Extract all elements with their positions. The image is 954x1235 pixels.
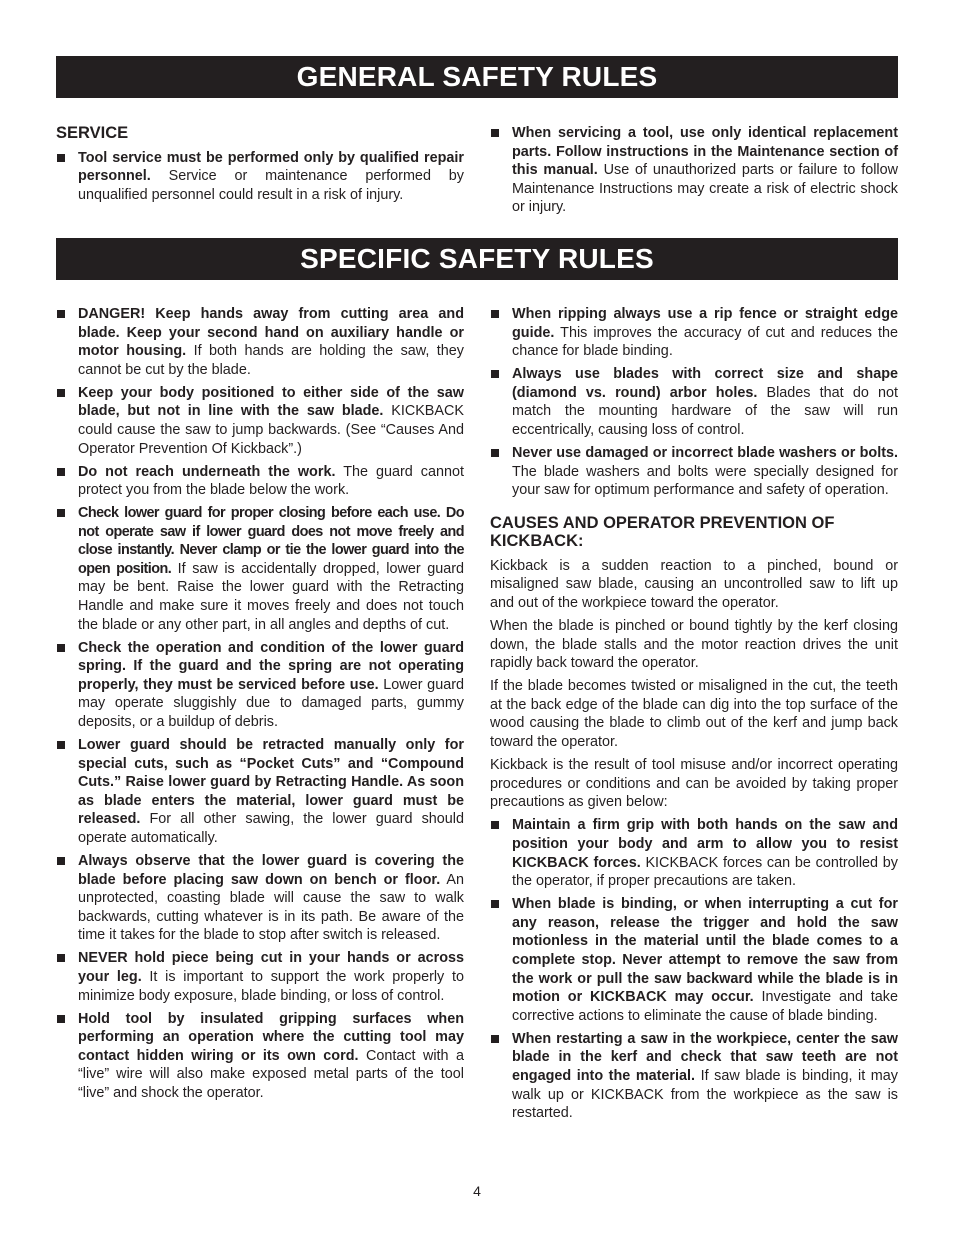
service-heading: SERVICE — [56, 124, 129, 142]
list-item — [56, 305, 464, 379]
rule-text: Contact with a “live” wire will also make exposed metal parts of the tool “live” and shock the operator. — [78, 1047, 465, 1101]
rule-bold: When blade is binding, or when interrupting a cut for any reason, release the trigger and hold the saw motionless in the material until the blade comes to a complete stop. Never attempt to remove the saw from the work or pull the saw backward while the blade is in motion or KICKBACK may occur. — [512, 896, 898, 1006]
square-bullet-icon — [57, 857, 65, 865]
page-number: 4 — [473, 1183, 481, 1199]
rule-bold: When ripping always use a rip fence or straight edge guide. — [512, 306, 898, 341]
square-bullet-icon — [57, 154, 65, 162]
rule-bold: When restarting a saw in the workpiece, center the saw blade in the kerf and check that saw teeth are not engaged into the material. — [512, 1030, 898, 1084]
rule-text: KICKBACK could cause the saw to jump backwards. (See “Causes And Operator Prevention Of Kickback”.) — [78, 403, 464, 457]
rule-text: The guard cannot protect you from the blade below the work. — [78, 463, 465, 499]
kickback-paragraph: When the blade is pinched or bound tightly by the kerf closing down, the blade stalls and the motor reaction drives the unit rapidly back toward the operator. — [490, 618, 898, 672]
rule-text: If both hands are holding the saw, they cannot be cut by the blade. — [78, 343, 464, 378]
kickback-heading: CAUSES AND OPERATOR PREVENTION OF KICKBACK: — [490, 513, 835, 551]
rule-text: This improves the accuracy of cut and reduces the chance for blade binding. — [512, 324, 898, 360]
list-item — [490, 1030, 898, 1123]
list-item — [490, 365, 898, 439]
rule-bold: Always use blades with correct size and shape (diamond vs. round) arbor holes. — [512, 366, 898, 401]
list-item — [490, 305, 898, 361]
square-bullet-icon — [57, 741, 65, 749]
rule-bold: Maintain a firm grip with both hands on the saw and position your body and arm to allow you to resist KICKBACK forces. — [512, 817, 898, 871]
general-left-column — [56, 124, 464, 209]
rule-bold: Keep your body positioned to either side of the saw blade, but not in line with the saw blade. — [78, 384, 464, 420]
rule-bold: Never use damaged or incorrect blade washers or bolts. — [512, 444, 898, 461]
square-bullet-icon — [57, 310, 65, 318]
square-bullet-icon — [57, 509, 65, 517]
rule-bold: Check the operation and condition of the lower guard spring. If the guard and the spring are not operating properly, they must be serviced before use. — [78, 639, 464, 693]
banner-title: SPECIFIC SAFETY RULES — [300, 243, 654, 274]
square-bullet-icon — [491, 449, 499, 457]
banner-title: GENERAL SAFETY RULES — [296, 61, 658, 92]
rule-text: It is important to support the work properly to minimize body exposure, blade binding, or loss of control. — [78, 968, 464, 1004]
square-bullet-icon — [491, 1035, 499, 1043]
rule-bold: Check lower guard for proper closing before each use. Do not operate saw if lower guard does not move freely and close instantly. Never clamp or tie the lower guard into the open position. — [78, 505, 464, 577]
list-item — [490, 124, 898, 217]
general-safety-rules-banner — [56, 56, 898, 98]
kickback-paragraph: Kickback is the result of tool misuse and/or incorrect operating procedures or conditions and can be avoided by taking proper precautions as given below: — [490, 757, 898, 811]
specific-right-column — [490, 305, 898, 1127]
list-item — [56, 463, 464, 500]
rule-bold: DANGER! Keep hands away from cutting area and blade. Keep your second hand on auxiliary handle or motor housing. — [78, 306, 464, 360]
rule-bold: Do not reach underneath the work. — [78, 463, 336, 480]
rule-text: The blade washers and bolts were specially designed for your saw for optimum performance and safety of operation. — [512, 463, 898, 499]
square-bullet-icon — [491, 900, 499, 908]
square-bullet-icon — [491, 370, 499, 378]
rule-text: For all other sawing, the lower guard should operate automatically. — [78, 811, 464, 846]
square-bullet-icon — [491, 821, 499, 829]
list-item — [56, 149, 464, 205]
rule-bold: Tool service must be performed only by qualified repair personnel. — [78, 149, 464, 185]
rule-text: Investigate and take corrective actions to eliminate the cause of blade binding. — [512, 989, 898, 1024]
list-item — [56, 504, 464, 634]
rule-bold: When servicing a tool, use only identical replacement parts. Follow instructions in the Maintenance section of this manual. — [512, 125, 898, 179]
list-item — [490, 895, 898, 1025]
rule-bold: Hold tool by insulated gripping surfaces when performing an operation where the cutting tool may contact hidden wiring or its own cord. — [78, 1010, 464, 1064]
kickback-paragraph: Kickback is a sudden reaction to a pinched, bound or misaligned saw blade, causing an uncontrolled saw to lift up and out of the workpiece toward the operator. — [490, 557, 898, 611]
rule-text: KICKBACK forces can be controlled by the operator, if proper precautions are taken. — [512, 854, 898, 890]
rule-text: An unprotected, coasting blade will cause the saw to walk backwards, cutting whatever is in its path. Be aware of the time it takes for the blade to stop after switch is released. — [78, 871, 464, 944]
square-bullet-icon — [57, 1015, 65, 1023]
rule-text: Blades that do not match the mounting hardware of the saw will run eccentrically, causing loss of control. — [512, 384, 898, 438]
rule-text: Use of unauthorized parts or failure to follow Maintenance Instructions may create a risk of electric shock or injury. — [512, 162, 898, 216]
square-bullet-icon — [491, 129, 499, 137]
list-item — [56, 852, 464, 945]
rule-bold: Lower guard should be retracted manually only for special cuts, such as “Pocket Cuts” and “Compound Cuts.” Raise lower guard by Retracting Handle. As soon as blade enters the material, lower guard must be released. — [78, 737, 464, 828]
rule-text: If saw is accidentally dropped, lower guard may be bent. Raise the lower guard with the Retracting Handle and make sure it moves freely and does not touch the blade or any other part, in all angles and depths of cut. — [78, 560, 464, 633]
rule-text: Service or maintenance performed by unqualified personnel could result in a risk of injury. — [78, 168, 464, 203]
list-item — [56, 1010, 464, 1103]
specific-safety-rules-banner — [56, 238, 898, 280]
rule-bold: Always observe that the lower guard is covering the blade before placing saw down on bench or floor. — [78, 852, 464, 888]
rule-bold: NEVER hold piece being cut in your hands or across your leg. — [78, 950, 464, 985]
square-bullet-icon — [57, 954, 65, 962]
specific-left-column — [56, 305, 464, 1107]
kickback-paragraph: If the blade becomes twisted or misaligned in the cut, the teeth at the back edge of the blade can dig into the top surface of the wood causing the blade to climb out of the kerf and jump back toward the operator. — [490, 678, 898, 751]
list-item — [490, 816, 898, 890]
list-item — [56, 949, 464, 1005]
list-item — [490, 444, 898, 500]
rule-text: Lower guard may operate sluggishly due to damaged parts, gummy deposits, or a buildup of debris. — [78, 676, 464, 731]
square-bullet-icon — [57, 468, 65, 476]
list-item — [56, 384, 464, 458]
rule-text: If saw blade is binding, it may walk up or KICKBACK from the workpiece as the saw is restarted. — [512, 1067, 898, 1122]
square-bullet-icon — [57, 389, 65, 397]
square-bullet-icon — [57, 644, 65, 652]
list-item — [56, 639, 464, 732]
general-right-column — [490, 124, 898, 221]
list-item — [56, 736, 464, 848]
square-bullet-icon — [491, 310, 499, 318]
